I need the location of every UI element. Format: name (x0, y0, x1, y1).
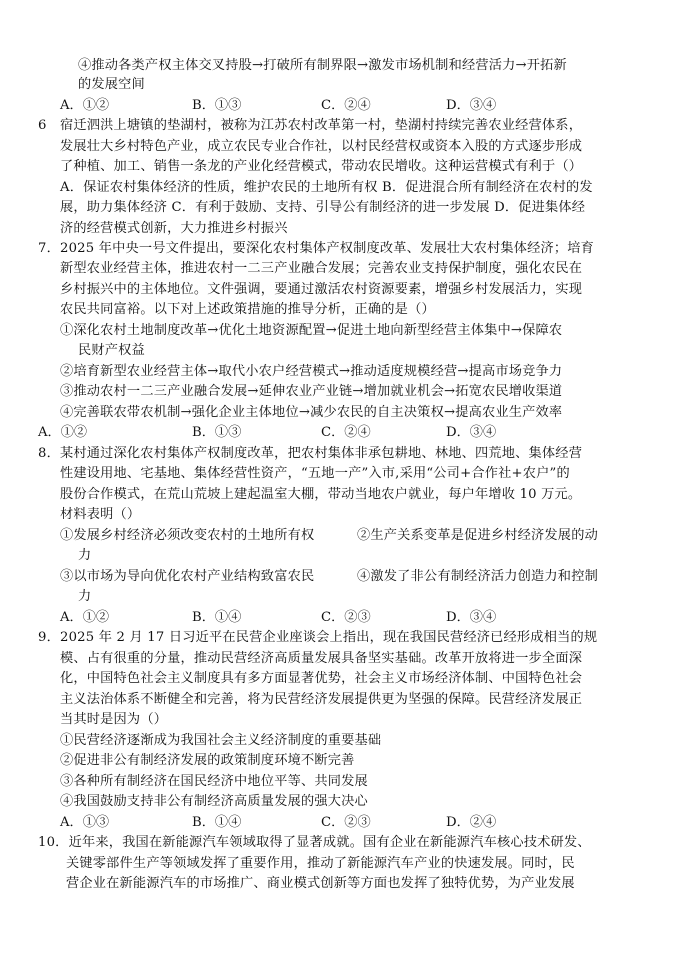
q7-stem-line-3: 乡村振兴中的主体地位。文件强调，要通过激活农村资源要素，增强乡村发展活力，实现 (60, 282, 583, 297)
q6-stem-line-2: 发展壮大乡村特色产业，成立农民专业合作社，以村民经营权或资本入股的方式逐步形成 (60, 139, 583, 154)
q5-option-c: C．②④ (321, 98, 371, 113)
q9-stem-line-2: 模、占有很重的分量，推动民营经济高质量发展具备坚实基础。改革开放将进一步全面深 (60, 651, 583, 666)
q7-option-c: C．②④ (321, 425, 371, 440)
q8-option-c: C．②③ (321, 610, 371, 625)
q9-option-b: B．①④ (192, 815, 242, 830)
q8-item-4: ④激发了非公有制经济活力创造力和控制 (357, 569, 598, 584)
q8-option-d: D．③④ (446, 610, 497, 625)
q7-option-b: B．①③ (192, 425, 242, 440)
q8-item-3-line-2: 力 (78, 589, 92, 604)
q6-stem-line-5: 展，助力集体经济 C．有利于鼓励、支持、引导公有制经济的进一步发展 D．促进集体经 (60, 200, 586, 215)
q8-stem-line-2: 性建设用地、宅基地、集体经营性资产，“五地一产”入市,采用“公司+合作社+农户”的 (60, 466, 570, 481)
q9-item-4: ④我国鼓励支持非公有制经济高质量发展的强大决心 (60, 794, 368, 809)
q8-item-3: ③以市场为导向优化农村产业结构致富农民 (60, 569, 315, 584)
q8-item-1: ①发展乡村经济必须改变农村的土地所有权 (60, 528, 315, 543)
q6-stem-line-4: A．保证农村集体经济的性质，维护农民的土地所有权 B．促进混合所有制经济在农村的发 (60, 180, 593, 195)
q5-option-a: A．①② (60, 98, 110, 113)
q7-item-1-line-1: ①深化农村土地制度改革→优化土地资源配置→促进土地向新型经营主体集中→保障农 (60, 323, 563, 338)
q9-stem-line-1: 9．2025 年 2 月 17 日习近平在民营企业座谈会上指出，现在我国民营经济已经形成相当的规 (38, 630, 598, 645)
q7-item-2: ②培育新型农业经营主体→取代小农户经营模式→推动适度规模经营→提高市场竞争力 (60, 364, 563, 379)
q7-item-4: ④完善联农带农机制→强化企业主体地位→减少农民的自主决策权→提高农业生产效率 (60, 405, 563, 420)
q9-stem-line-5: 当其时是因为（） (60, 712, 168, 727)
q7-stem-line-1: 7．2025 年中央一号文件提出，要深化农村集体产权制度改革、发展壮大农村集体经济；培育 (38, 241, 595, 256)
q8-stem-line-3: 股份合作模式，在荒山荒坡上建起温室大棚，带动当地农户就业，每户年增收 10 万元。 (60, 487, 582, 502)
q6-stem-line-3: 了种植、加工、销售一条龙的产业化经营模式，带动农民增收。这种运营模式有利于（） (60, 159, 583, 174)
q10-stem-line-1: 10．近年来，我国在新能源汽车领域取得了显著成就。国有企业在新能源汽车核心技术研发、 (38, 835, 591, 850)
q7-option-a: A．①② (38, 425, 88, 440)
q6-stem-line-6: 济的经营模式创新，大力推进乡村振兴 (60, 221, 288, 236)
q7-stem-line-4: 农民共同富裕。以下对上述政策措施的推导分析，正确的是（） (60, 302, 435, 317)
q10-stem-line-2: 关键零部件生产等领域发挥了重要作用，推动了新能源汽车产业的快速发展。同时，民 (66, 856, 575, 871)
q5-option-b: B．①③ (192, 98, 242, 113)
q7-option-d: D．③④ (446, 425, 497, 440)
q9-item-2: ②促进非公有制经济发展的政策制度环境不断完善 (60, 753, 355, 768)
q9-stem-line-4: 主义法治体系不断健全和完善，将为民营经济发展提供更为坚强的保障。民营经济发展正 (60, 692, 583, 707)
q5-item-4-line-1: ④推动各类产权主体交叉持股→打破所有制界限→激发市场机制和经营活力→开拓新 (78, 58, 567, 73)
q9-option-c: C．②③ (321, 815, 371, 830)
q9-stem-line-3: 化，中国特色社会主义制度具有多方面显著优势，社会主义市场经济体制、中国特色社会 (60, 671, 583, 686)
q9-item-3: ③各种所有制经济在国民经济中地位平等、共同发展 (60, 774, 368, 789)
q8-option-b: B．①④ (192, 610, 242, 625)
q6-stem-line-1: 6 宿迁泗洪上塘镇的垫湖村，被称为江苏农村改革第一村，垫湖村持续完善农业经营体系， (38, 118, 583, 133)
q9-option-d: D．②④ (446, 815, 497, 830)
q10-stem-line-3: 营企业在新能源汽车的市场推广、商业模式创新等方面也发挥了独特优势，为产业发展 (66, 876, 575, 891)
q8-stem-line-1: 8．某村通过深化农村集体产权制度改革，把农村集体非承包耕地、林地、四荒地、集体经营 (38, 446, 583, 461)
q7-stem-line-2: 新型农业经营主体，推进农村一二三产业融合发展；完善农业支持保护制度，强化农民在 (60, 261, 583, 276)
q7-item-1-line-2: 民财产权益 (78, 343, 145, 358)
q8-option-a: A．①② (60, 610, 110, 625)
q5-option-d: D．③④ (446, 98, 497, 113)
q8-item-2-line-1: ②生产关系变革是促进乡村经济发展的动 (357, 528, 598, 543)
q8-item-2-line-2: 力 (78, 548, 92, 563)
q9-option-a: A．①③ (60, 815, 110, 830)
q8-stem-line-4: 材料表明（） (60, 507, 141, 522)
q9-item-1: ①民营经济逐渐成为我国社会主义经济制度的重要基础 (60, 733, 382, 748)
q7-item-3: ③推动农村一二三产业融合发展→延伸农业产业链→增加就业机会→拓宽农民增收渠道 (60, 384, 563, 399)
q5-item-4-line-2: 的发展空间 (78, 77, 145, 92)
